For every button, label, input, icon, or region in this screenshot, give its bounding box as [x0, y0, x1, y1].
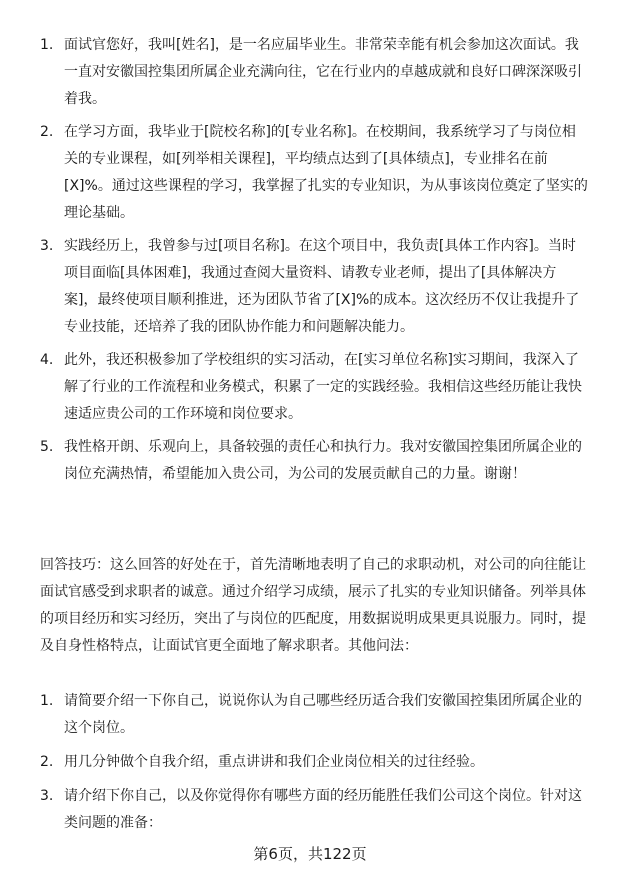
item-number: 5.	[40, 439, 54, 455]
item-number: 1.	[40, 37, 54, 53]
list-item	[40, 119, 588, 227]
item-text: 面试官您好，我叫[姓名]，是一名应届毕业生。非常荣幸能有机会参加这次面试。我一直对安徽国控集团所属企业充满向往，它在行业内的卓越成就和良好口碑深深吸引着我。	[64, 37, 582, 107]
item-number: 3.	[40, 238, 54, 254]
list-item	[40, 434, 588, 488]
tips-paragraph: 回答技巧：这么回答的好处在于，首先清晰地表明了自己的求职动机，对公司的向往能让面试官感受到求职者的诚意。通过介绍学习成绩，展示了扎实的专业知识储备。列举具体的项目经历和实习经历，突出了与岗位的匹配度，用数据说明成果更具说服力。同时，提及自身性格特点，让面试官更全面地了解求职者。其他问法：	[40, 557, 586, 654]
item-text: 用几分钟做个自我介绍，重点讲讲和我们企业岗位相关的过往经验。	[64, 754, 484, 770]
item-number: 3.	[40, 788, 54, 804]
list-item	[40, 233, 588, 341]
item-number: 2.	[40, 754, 54, 770]
answer-list	[40, 32, 588, 494]
other-questions-list	[40, 688, 588, 844]
list-item	[40, 347, 588, 428]
list-item	[40, 688, 588, 742]
item-number: 2.	[40, 124, 54, 140]
item-text: 此外，我还积极参加了学校组织的实习活动，在[实习单位名称]实习期间，我深入了解了行业的工作流程和业务模式，积累了一定的实践经验。我相信这些经历能让我快速适应贵公司的工作环境和岗位要求。	[64, 352, 582, 422]
item-number: 1.	[40, 693, 54, 709]
item-number: 4.	[40, 352, 54, 368]
list-item	[40, 783, 588, 837]
item-text: 实践经历上，我曾参与过[项目名称]。在这个项目中，我负责[具体工作内容]。当时项目面临[具体困难]，我通过查阅大量资料、请教专业老师，提出了[具体解决方案]，最终使项目顺利推进，还为团队节省了[X]%的成本。这次经历不仅让我提升了专业技能，还培养了我的团队协作能力和问题解决能力。	[64, 238, 580, 335]
list-item	[40, 32, 588, 113]
list-item	[40, 749, 588, 776]
item-text: 请介绍下你自己，以及你觉得你有哪些方面的经历能胜任我们公司这个岗位。针对这类问题的准备：	[64, 788, 582, 831]
item-text: 在学习方面，我毕业于[院校名称]的[专业名称]。在校期间，我系统学习了与岗位相关的专业课程，如[列举相关课程]，平均绩点达到了[具体绩点]，专业排名在前[X]%。通过这些课程的学习，我掌握了扎实的专业知识，为从事该岗位奠定了坚实的理论基础。	[64, 124, 588, 221]
page-number-footer: 第6页，共122页	[253, 845, 367, 863]
item-text: 请简要介绍一下你自己，说说你认为自己哪些经历适合我们安徽国控集团所属企业的这个岗位。	[64, 693, 582, 736]
item-text: 我性格开朗、乐观向上，具备较强的责任心和执行力。我对安徽国控集团所属企业的岗位充满热情，希望能加入贵公司，为公司的发展贡献自己的力量。谢谢！	[64, 439, 582, 482]
